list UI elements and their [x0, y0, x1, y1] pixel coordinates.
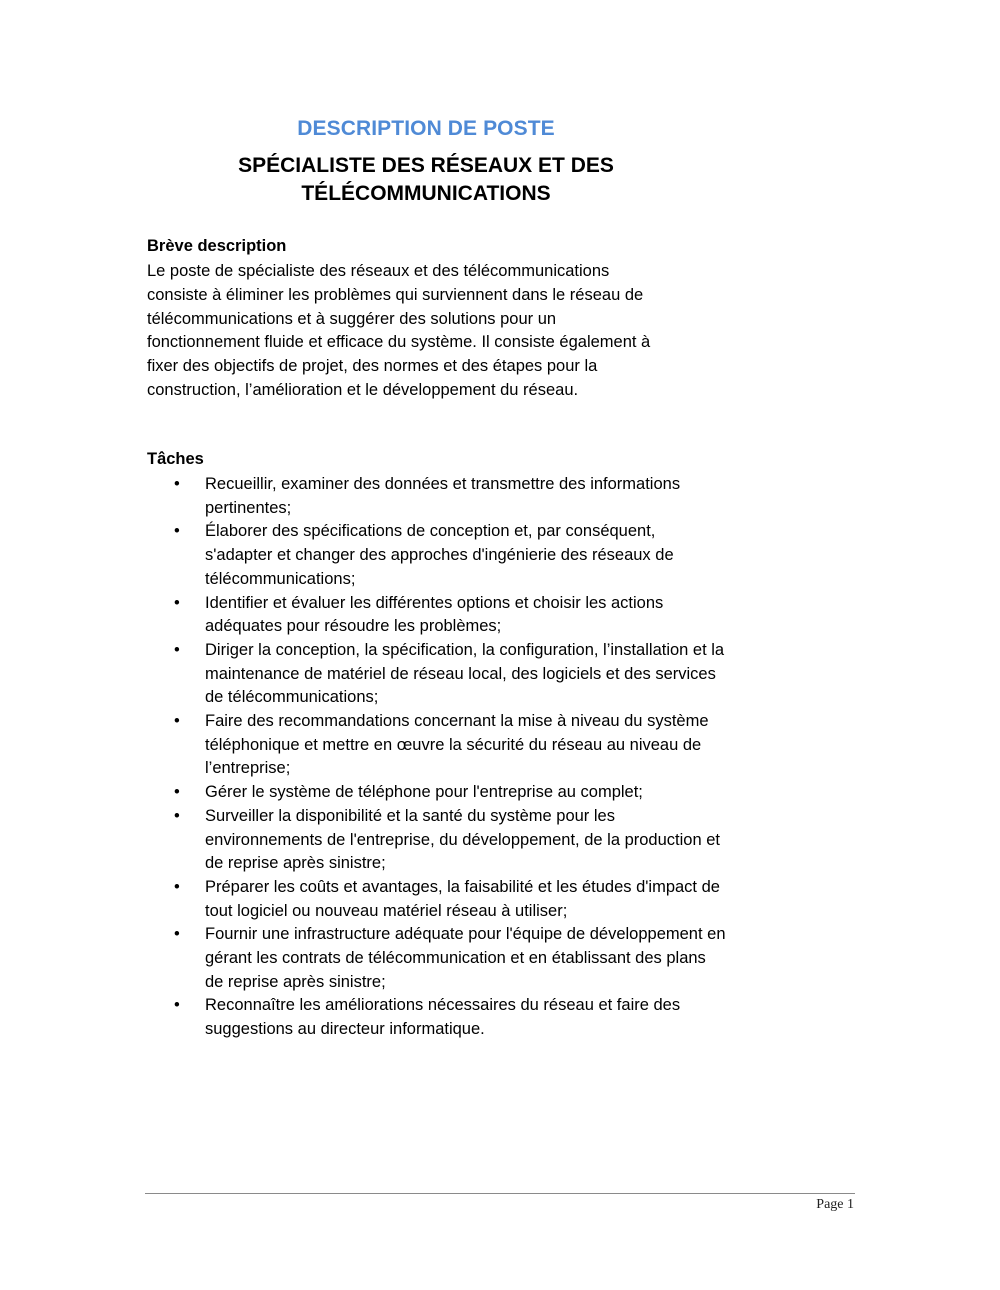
task-text: Identifier et évaluer les différentes options et choisir les actions adéquates pour résoudre les problèmes; [205, 593, 664, 636]
task-item [147, 805, 727, 876]
bullet-icon: • [174, 925, 180, 944]
task-text: Gérer le système de téléphone pour l'entreprise au complet; [205, 783, 643, 802]
document-title [0, 152, 852, 208]
tasks-heading: Tâches [147, 450, 204, 468]
task-text: Reconnaître les améliorations nécessaires du réseau et faire des suggestions au directeur informatique. [205, 996, 681, 1039]
task-text: Préparer les coûts et avantages, la faisabilité et les études d'impact de tout logiciel ou nouveau matériel réseau à utiliser; [205, 877, 720, 920]
summary-line: fonctionnement fluide et efficace du système. Il consiste également à [147, 333, 651, 352]
footer-divider [145, 1193, 855, 1194]
task-item [147, 520, 727, 591]
task-item [147, 473, 727, 520]
tasks-list [147, 473, 727, 1042]
task-item [147, 710, 727, 781]
task-text: Diriger la conception, la spécification, la configuration, l’installation et la maintenance de matériel de réseau local, des logiciels et des services de télécommunications; [205, 640, 725, 707]
task-item [147, 994, 727, 1041]
bullet-icon: • [174, 712, 180, 731]
bullet-icon: • [174, 593, 180, 612]
bullet-icon: • [174, 996, 180, 1015]
summary-heading: Brève description [147, 237, 287, 255]
task-text: Faire des recommandations concernant la mise à niveau du système téléphonique et mettre en œuvre la sécurité du réseau au niveau de l’entreprise; [205, 712, 709, 778]
task-text: Recueillir, examiner des données et transmettre des informations pertinentes; [205, 475, 681, 517]
task-text: Élaborer des spécifications de conception et, par conséquent, s'adapter et changer des approches d'ingénierie des réseaux de télécommunications; [205, 522, 674, 588]
bullet-icon: • [174, 475, 180, 493]
task-item [147, 876, 727, 923]
document-label: DESCRIPTION DE POSTE [297, 117, 555, 140]
task-item [147, 592, 727, 639]
summary-line: consiste à éliminer les problèmes qui surviennent dans le réseau de [147, 285, 644, 304]
summary-line: fixer des objectifs de projet, des normes et des étapes pour la [147, 357, 598, 376]
bullet-icon: • [174, 522, 180, 541]
task-item [147, 781, 727, 805]
summary-line: construction, l’amélioration et le développement du réseau. [147, 380, 579, 399]
title-line-1: SPÉCIALISTE DES RÉSEAUX ET DES [238, 154, 614, 177]
task-text: Fournir une infrastructure adéquate pour l'équipe de développement en gérant les contrats de télécommunication et en établissant des plans de reprise après sinistre; [205, 925, 726, 991]
bullet-icon: • [174, 783, 180, 802]
bullet-icon: • [174, 877, 180, 896]
summary-line: Le poste de spécialiste des réseaux et des télécommunications [147, 262, 610, 280]
summary-line: télécommunications et à suggérer des solutions pour un [147, 309, 557, 328]
summary-paragraph [147, 260, 727, 403]
task-item [147, 923, 727, 994]
bullet-icon: • [174, 640, 180, 659]
task-text: Surveiller la disponibilité et la santé du système pour les environnements de l'entreprise, du développement, de la production et de reprise après sinistre; [205, 806, 720, 873]
title-line-2: TÉLÉCOMMUNICATIONS [301, 182, 551, 205]
task-item [147, 639, 727, 710]
page-number: Page 1 [816, 1197, 854, 1212]
bullet-icon: • [174, 806, 180, 825]
